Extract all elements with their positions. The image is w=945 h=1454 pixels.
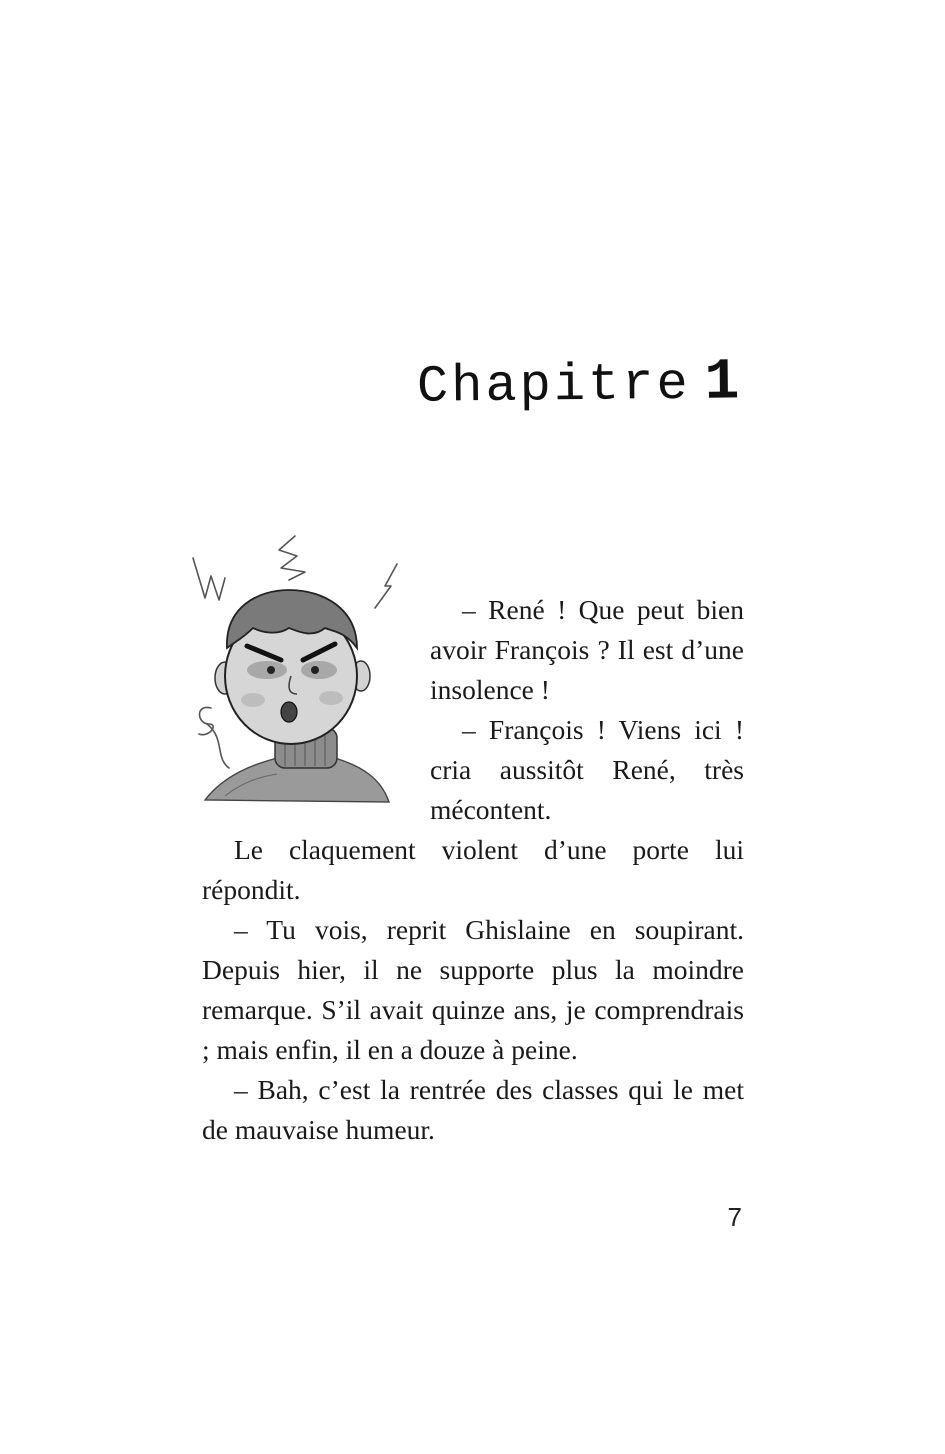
- page-number: 7: [727, 1202, 742, 1232]
- paragraph: Le claquement violent d’une porte lui répondit.: [202, 834, 744, 905]
- illustration-spacer: [202, 590, 430, 826]
- chapter-number: 1: [703, 350, 743, 416]
- chapter-label: Chapitre: [416, 354, 691, 417]
- chapter-heading: [416, 350, 742, 418]
- paragraph: – René ! Que peut bien avoir François ? Il est d’une insolence !: [430, 594, 744, 705]
- body-text: [202, 590, 744, 1150]
- paragraph: – Bah, c’est la rentrée des classes qui le met de mauvaise humeur.: [202, 1074, 744, 1145]
- paragraph: – Tu vois, reprit Ghislaine en soupirant. Depuis hier, il ne supporte plus la moindre remarque. S’il avait quinze ans, je comprendrais ; mais enfin, il en a douze à peine.: [202, 914, 744, 1065]
- paragraph: – François ! Viens ici ! cria aussitôt René, très mécontent.: [430, 714, 744, 825]
